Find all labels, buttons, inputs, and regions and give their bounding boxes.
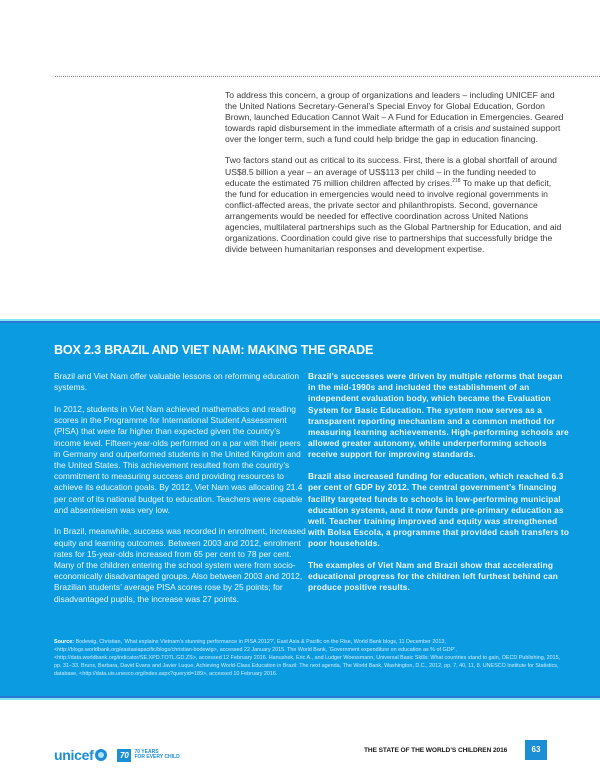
source-text: Bodewig, Christian, ‘What explains Vietnam’s stunning performance in PISA 2012?’, East Asia & Pacific on the Rise, World Bank blogs, 11 December 2013, <http://blogs.worldbank.org/eastasiapacific/blogs/christian-bodewig>, accessed 22 January 2015. The World Bank, ‘Government expenditure on education as % of GDP’, <http://data.worldbank.org/indicator/SE.XPD.TOTL.GD.ZS>, accessed 12 February 2016. Hanushek, Eric A., and Ludger Woessmann, Universal Basic Skills: What countries stand to gain, OECD Publishing, 2015, pp. 31–33. Bruns, Barbara, David Evans and Javier Luque, Achieving World-Class Education in Brazil: The next agenda, The World Bank, Washington, D.C., 2012, pp. 7, 40, 11, 8. UNESCO Institute for Statistics, database, <http://data.uis.unesco.org/index.aspx?queryid=189>, accessed 10 February 2016.: [54, 639, 561, 678]
footnote-ref[interactable]: 218: [452, 177, 461, 184]
box-paragraph: Brazil also increased funding for education, which reached 6.3 per cent of GDP by 2012. The central government’s financing facility targeted funds to schools in low-performing municipal education systems, and it now funds pre-primary education as well. Teacher training improved and equity was strengthened with Bolsa Escola, a programme that provided cash transfers to poor households.: [308, 471, 570, 549]
seventy-years-text: [134, 750, 179, 761]
box-left-column: [54, 371, 309, 615]
intro-text: Two factors stand out as critical to its success. First, there is a global shortfall of around US$8.5 billion a year – an average of US$113 per child – in the funding needed to educate the estimated 75 million children affected by crises.: [225, 155, 557, 188]
seventy-years-logo: [117, 749, 179, 762]
unicef-wordmark: unicef: [54, 747, 94, 763]
intro-text: sustained support over the longer term, such a fund could help bridge the gap in education financing.: [225, 123, 561, 145]
intro-text: To make up that deficit, the fund for education in emergencies would need to involve regional governments in conflict-affected areas, the private sector and philanthropists. Second, governance arrangements would be needed for effective coordination across United Nations agencies, multilateral partnerships such as the Global Partnership for Education, and aid organizations. Coordination could give rise to partnerships that successfully bridge the divide between humanitarian responses and development expertise.: [225, 177, 562, 255]
box-paragraph: The examples of Viet Nam and Brazil show that accelerating educational progress for the children left furthest behind can produce positive results.: [308, 560, 558, 593]
intro-paragraph-1: [225, 90, 565, 145]
box-right-column: [308, 371, 570, 604]
footer-logos: [54, 748, 180, 762]
unicef-logo: [54, 748, 107, 762]
box-paragraph: In Brazil, meanwhile, success was recorded in enrolment, increased equity and learning outcomes. Between 2003 and 2012, enrolment rates for 15-year-olds increased from 65 per cent to 78 per cent. Many of the children entering the school system were from socio-economically disadvantaged groups. Also between 2003 and 2012, Brazilian students’ average PISA scores rose by 25 points; for disadvantaged pupils, the increase was 27 points.: [54, 526, 306, 604]
seventy-mark-icon: 70: [117, 749, 131, 762]
box-paragraph: Brazil and Viet Nam offer valuable lessons on reforming education systems.: [54, 371, 300, 393]
box-title: BOX 2.3 BRAZIL AND VIET NAM: MAKING THE GRADE: [54, 343, 374, 357]
box-paragraph: In 2012, students in Viet Nam achieved mathematics and reading scores in the Programme for International Student Assessment (PISA) that were far higher than expected given the country’s income level. Fifteen-year-olds performed on a par with their peers in Germany and outperformed students in the United Kingdom and the United States. This achievement resulted from the country’s commitment to measuring success and providing resources to achieve its education goals. By 2012, Viet Nam was allocating 21.4 per cent of its national budget to education. Teachers were capable and absenteeism was very low.: [54, 403, 303, 515]
page-number: 63: [525, 740, 547, 760]
publication-title: THE STATE OF THE WORLD’S CHILDREN 2016: [364, 747, 508, 754]
source-label: Source:: [54, 639, 75, 645]
intro-section: [225, 90, 565, 265]
seventy-line-1: 70 YEARS: [134, 748, 159, 755]
intro-text: To address this concern, a group of organizations and leaders – including UNICEF and the United Nations Secretary-General’s Special Envoy for Global Education, Gordon Brown, launched Education Cannot Wait – A Fund for Education in Emergencies. Geared towards rapid disbursement in the immediate aftermath of a crisis: [225, 90, 564, 134]
seventy-line-2: FOR EVERY CHILD: [134, 754, 180, 760]
box-2-3-panel: [0, 321, 600, 698]
dotted-divider: [55, 76, 600, 77]
intro-paragraph-2: [225, 155, 565, 255]
source-citation: [54, 638, 569, 678]
unicef-globe-icon: [95, 749, 107, 761]
box-paragraph: Brazil’s successes were driven by multiple reforms that began in the mid-1990s and included the establishment of an independent evaluation body, which became the Evaluation System for Basic Education. The system now serves as a transparent reporting mechanism and a common method for measuring learning achievements. High-performing schools are allowed greater autonomy, while underperforming schools receive support for improving standards.: [308, 371, 569, 460]
emphasis: and: [475, 123, 491, 134]
